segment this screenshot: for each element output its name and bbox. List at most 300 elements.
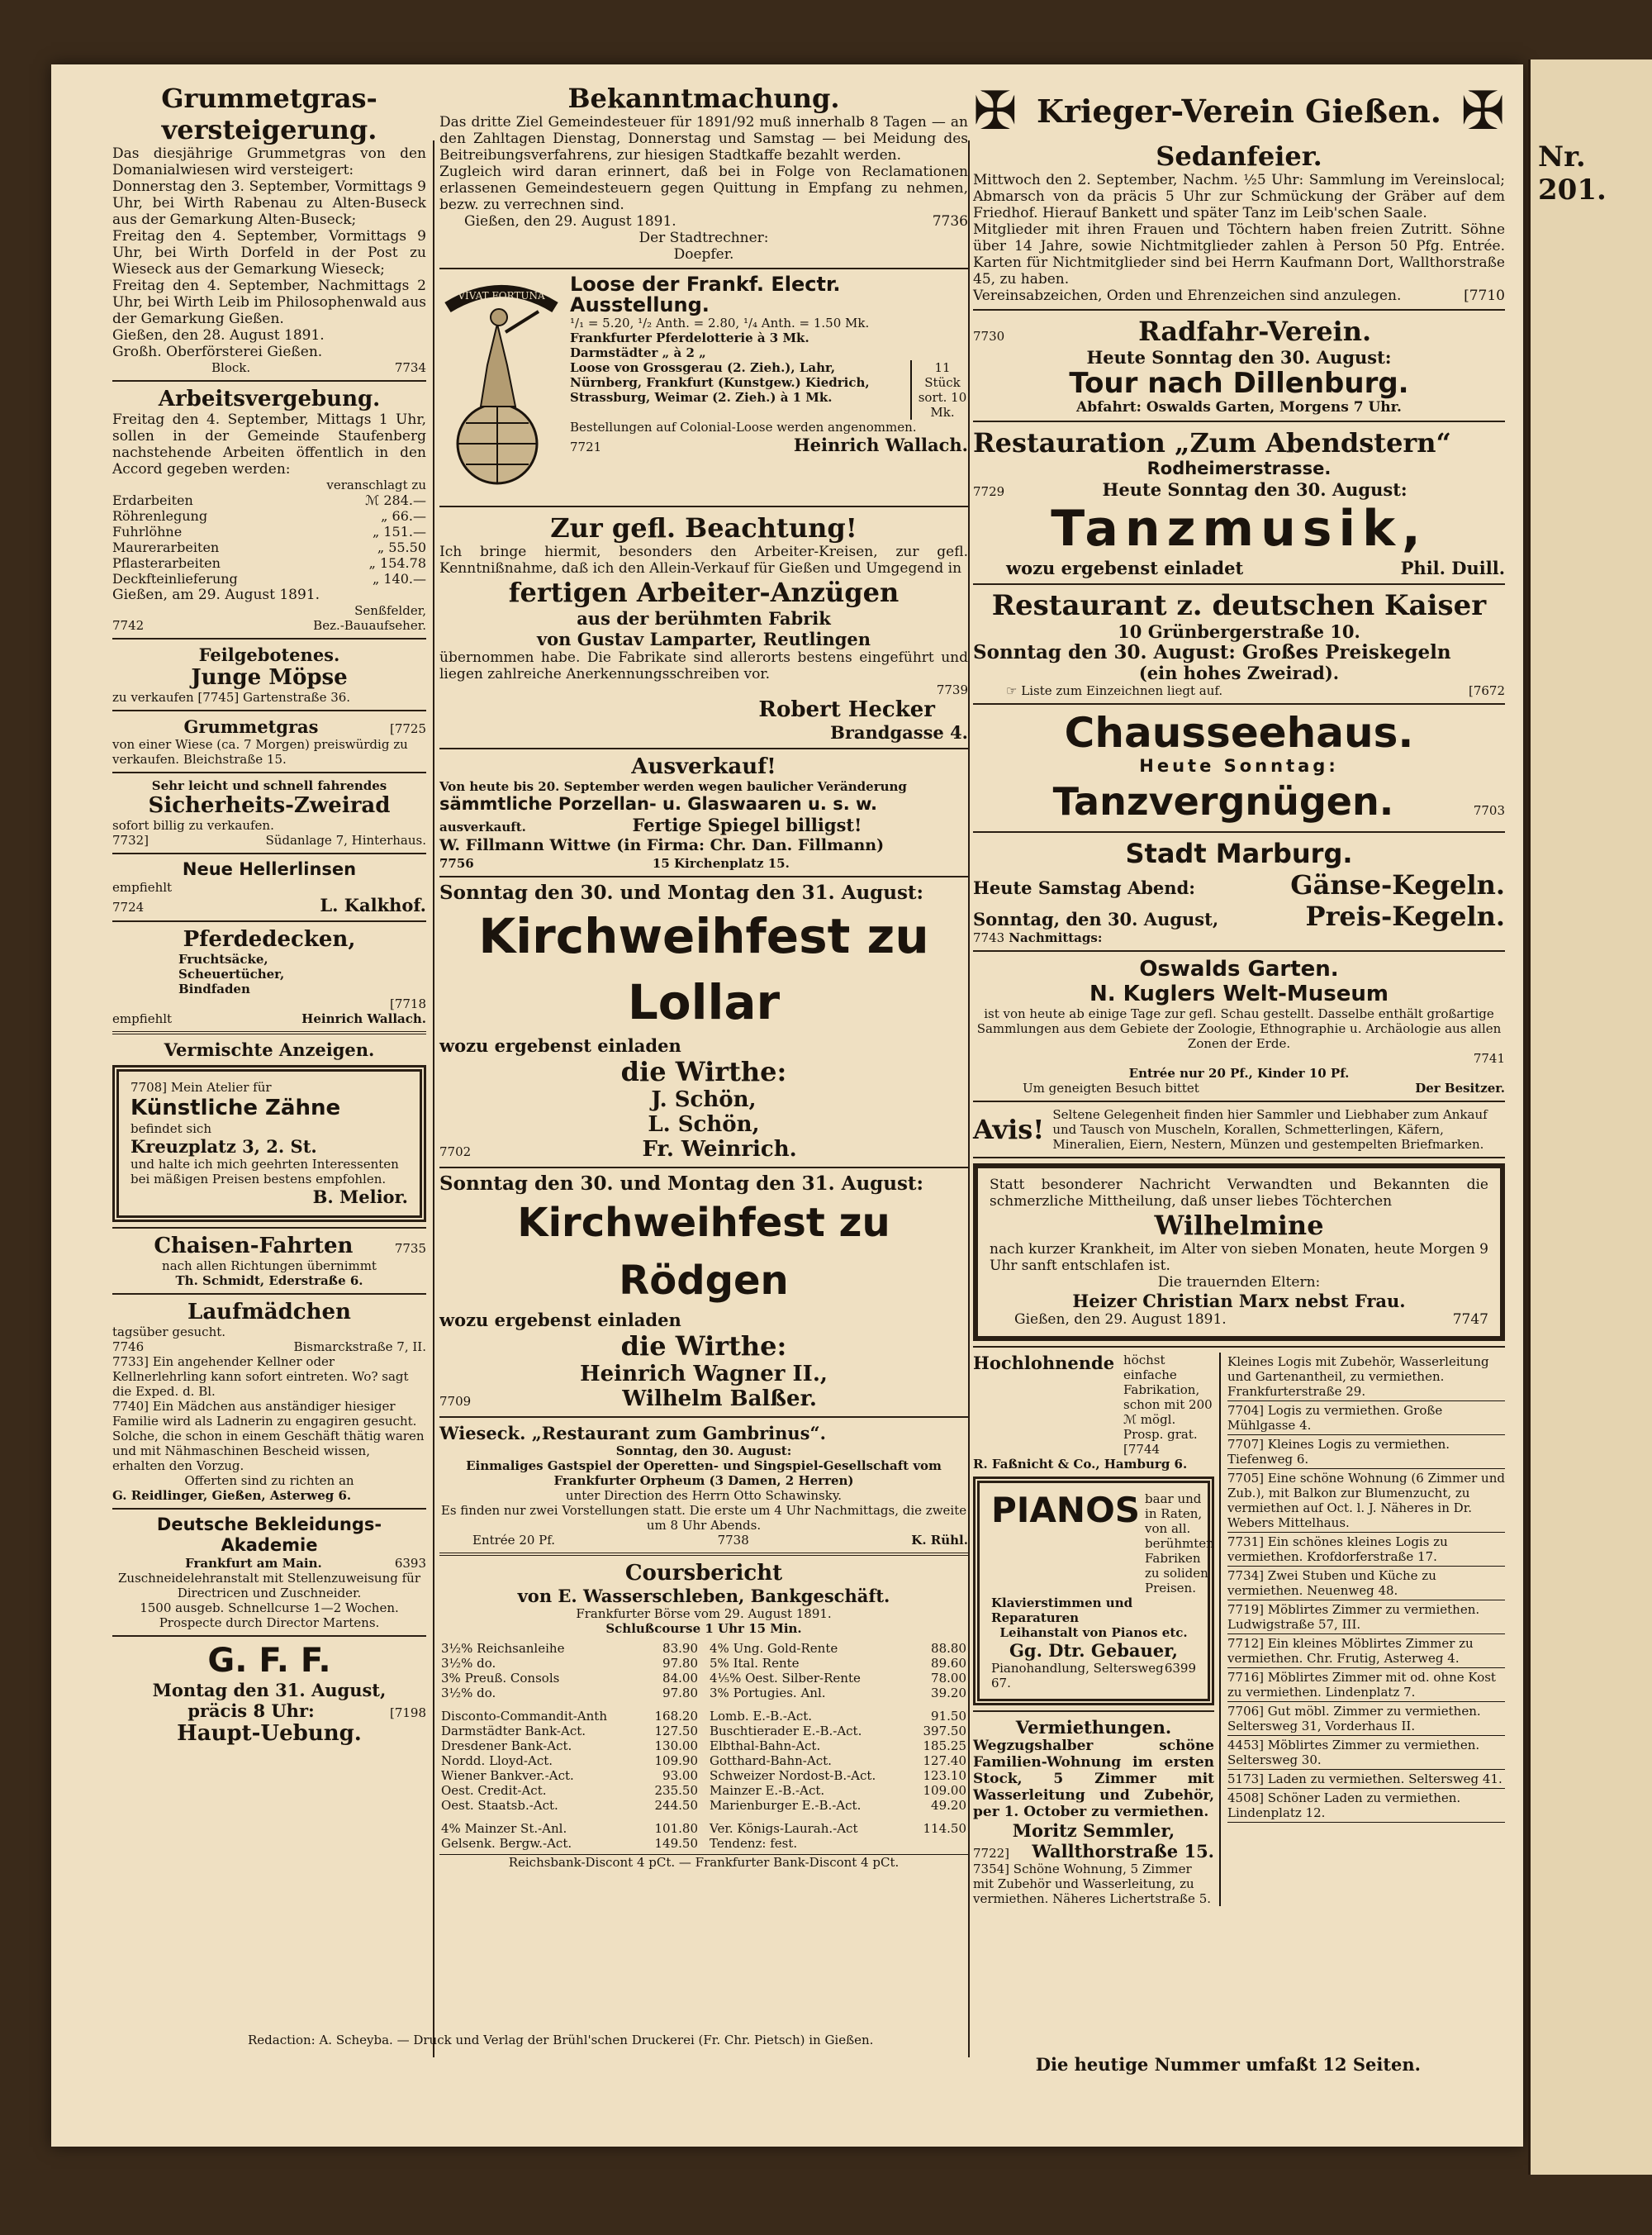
ad-title: Chausseehaus. (1064, 709, 1414, 757)
ad-number: 7756 (439, 856, 474, 871)
notice-text: Die trauernden Eltern: (1157, 1274, 1321, 1291)
ad-role: Bez.-Bauaufseher. (313, 618, 426, 633)
ad-text: aus der berühmten Fabrik (577, 608, 831, 629)
next-page-number: Nr. 201. (1538, 140, 1607, 207)
ad-radfahr (973, 316, 1505, 416)
ad-name: Heinrich Wallach. (301, 1011, 426, 1026)
ad-name: K. Rühl. (911, 1533, 968, 1548)
stock-value: 397.50 (923, 1724, 966, 1738)
ad-text: W. Fillmann Wittwe (in Firma: Chr. Dan. Fillmann) (439, 836, 885, 854)
stock-row (439, 1738, 700, 1753)
ad-text: 7733] Ein angehender Kellner oder Kellnerlehrling kann sofort eintreten. Wo? sagt die Exped. d. Bl. (112, 1354, 409, 1399)
piano-ad (973, 1477, 1214, 1705)
ad-name: Gg. Dtr. Gebauer, (1009, 1640, 1178, 1661)
ad-name: Heinrich Wallach. (793, 435, 968, 455)
rental-listing: 4508] Schöner Laden zu vermiethen. Lindenplatz 12. (1227, 1789, 1505, 1823)
notice-signature: Heizer Christian Marx nebst Frau. (1072, 1291, 1406, 1311)
ad-name: Der Besitzer. (1415, 1081, 1505, 1096)
ad-title: Wieseck. „Restaurant zum Gambrinus“. (439, 1423, 826, 1443)
stock-name: Buschtierader E.-B.-Act. (710, 1724, 862, 1738)
ad-number: [7672 (1468, 683, 1505, 698)
ad-address: Wallthorstraße 15. (1032, 1841, 1214, 1862)
ad-text: Freitag den 4. September, Mittags 1 Uhr, sollen in der Gemeinde Staufenberg nachstehende Arbeiten öffentlich in den Accord gegeben werden: (112, 411, 426, 478)
rental-listing: 7707] Kleines Logis zu vermiethen. Tiefenweg 6. (1227, 1435, 1505, 1469)
ad-name: Doepfer. (673, 246, 734, 263)
ad-subtitle: Rodheimerstrasse. (1146, 459, 1332, 478)
cost-value: „ 140.— (373, 571, 426, 587)
logis-list (1227, 1353, 1505, 1906)
ad-loose (439, 274, 968, 501)
iron-cross-icon: ✠ (973, 81, 1018, 142)
stock-name: Marienburger E.-B.-Act. (710, 1798, 862, 1813)
ad-text: Frankfurt am Main. (185, 1556, 322, 1571)
notice-name: Wilhelmine (1154, 1210, 1324, 1241)
ad-title: Zur gefl. Beachtung! (550, 512, 857, 544)
ad-text: Zuschneidelehranstalt mit Stellenzuweisung für Directricen und Zuschneider. (117, 1571, 420, 1600)
ad-number: [7198 (389, 1705, 426, 1720)
ad-number: 6399 (1164, 1661, 1196, 1676)
ad-chausseehaus (973, 710, 1505, 826)
stock-report (439, 1561, 968, 1870)
ad-text: Mitglieder mit ihren Frauen und Töchtern haben freien Zutritt. Söhne über 14 Jahre, sowie Nichtmitglieder zahlen à Person 50 Pfg. Entrée. Karten für Nichtmitglieder sind bei Herrn Kaufmann Dort, Wallthorstraße 45, zu haben. (973, 221, 1505, 288)
stock-row (439, 1798, 700, 1813)
ad-number: 7734 (394, 360, 426, 375)
stock-name: Oest. Staatsb.-Act. (441, 1798, 558, 1813)
ad-number: 7721 (570, 440, 602, 454)
ad-title: Grummetgras-versteigerung. (161, 83, 377, 145)
ad-text: Abfahrt: Oswalds Garten, Morgens 7 Uhr. (1076, 399, 1402, 416)
ad-text: ist von heute ab einige Tage zur gefl. Schau gestellt. Dasselbe enthält großartige Sammlungen aus dem Gebiete der Zoologie, Ethnographie u. Archäologie aus allen Zonen der Erde. (976, 1006, 1502, 1051)
column-2 (439, 83, 968, 1870)
ad-headline: Tanzvergnügen. (1052, 779, 1394, 824)
ad-number: 7730 (973, 329, 1005, 344)
ad-text: präcis 8 Uhr: (188, 1700, 315, 1721)
stock-value: 83.90 (662, 1641, 698, 1656)
stock-row (439, 1783, 700, 1798)
ad-text: 11 Stück sort. 10 Mk. (910, 360, 968, 420)
ad-text: Entrée 20 Pf. (472, 1533, 556, 1548)
ad-title: Restauration „Zum Abendstern“ (973, 427, 1451, 459)
ad-number: 7703 (1473, 803, 1505, 818)
ad-headline: Tanzmusik, (1051, 500, 1427, 558)
ad-title: G. F. F. (207, 1642, 331, 1680)
ad-number: 7743 (973, 930, 1005, 945)
ad-text: Heute Sonntag den 30. August: (1086, 347, 1392, 368)
stock-name: Tendenz: fest. (710, 1836, 798, 1851)
ad-title: Pferdedecken, (183, 927, 356, 952)
stock-row (439, 1768, 700, 1783)
ad-title: Neue Hellerlinsen (182, 859, 357, 879)
rental-listing: 5173] Laden zu vermiethen. Seltersweg 41. (1227, 1770, 1505, 1789)
ad-text: Sonntag den 30. und Montag den 31. August: (439, 882, 924, 904)
ad-address: Kreuzplatz 3, 2. St. (131, 1136, 317, 1157)
ad-text: übernommen habe. Die Fabrikate sind allerorts bestens eingeführt und liegen zahlreiche Anerkennungsschreiben vor. (439, 649, 968, 682)
ad-text: wozu ergebenst einladet (1006, 558, 1244, 578)
ad-title: Chaisen-Fahrten (154, 1234, 354, 1258)
ad-text: Mittwoch den 2. September, Nachm. ½5 Uhr: Sammlung im Vereinslocal; Abmarsch von da präcis 5 Uhr zur Schmückung der Gräber auf dem Friedhof. Hierauf Bankett und später Tanz im Leib'schen Saale. (973, 172, 1505, 221)
ad-name: Senßfelder, (354, 603, 426, 618)
ad-text: Entrée nur 20 Pf., Kinder 10 Pf. (1128, 1066, 1350, 1081)
ad-avis (973, 1107, 1505, 1152)
notice-text: nach kurzer Krankheit, im Alter von sieben Monaten, heute Morgen 9 Uhr sanft entschlafen ist. (990, 1241, 1488, 1274)
ad-text: veranschlagt zu (326, 478, 426, 492)
ad-text: Das dritte Ziel Gemeindesteuer für 1891/92 muß innerhalb 8 Tagen — an den Zahltagen Dienstag, Donnerstag und Samstag — bei Meidung des Beitreibungsverfahrens, zur hiesigen Stadtkaffe bezahlt werden. (439, 114, 968, 164)
ad-text: sofort billig zu verkaufen. (112, 818, 274, 833)
stock-value: 168.20 (654, 1709, 698, 1724)
ad-name: Th. Schmidt, Ederstraße 6. (175, 1273, 363, 1288)
stock-value: 78.00 (931, 1671, 966, 1686)
ad-title: Laufmädchen (188, 1300, 351, 1324)
ad-number: 7732] (112, 833, 150, 848)
stock-name: 3½% do. (441, 1686, 496, 1700)
ad-name: L. Kalkhof. (320, 895, 426, 915)
column-3 (973, 83, 1505, 1906)
ad-name: Wilhelm Balßer. (622, 1386, 817, 1411)
ad-name: G. Reidlinger, Gießen, Asterweg 6. (112, 1488, 352, 1503)
iron-cross-icon: ✠ (1460, 81, 1505, 142)
ad-text: ¹/₁ = 5.20, ¹/₂ Anth. = 2.80, ¹/₄ Anth. = 1.50 Mk. (570, 316, 870, 330)
report-footer: Reichsbank-Discont 4 pCt. — Frankfurter Bank-Discont 4 pCt. (439, 1854, 968, 1870)
ad-text: unter Direction des Herrn Otto Schawinsky. (565, 1488, 843, 1503)
ad-text: Um geneigten Besuch bittet (1023, 1081, 1199, 1096)
stock-row (439, 1821, 700, 1836)
cost-item (112, 524, 426, 540)
ad-gambrinus (439, 1423, 968, 1548)
stock-row (708, 1768, 968, 1783)
ad-subtitle: N. Kuglers Welt-Museum (1089, 982, 1389, 1006)
cost-label: Deckfteinlieferung (112, 571, 238, 587)
ad-title: Radfahr-Verein. (1138, 316, 1372, 347)
stock-row (708, 1724, 968, 1738)
ad-subtitle: Sedanfeier. (1156, 140, 1322, 172)
stock-name: Lomb. E.-B.-Act. (710, 1709, 813, 1724)
ad-text: Prospecte durch Director Martens. (159, 1615, 380, 1630)
cost-item (112, 555, 426, 571)
ad-text: Klavierstimmen und Reparaturen (991, 1595, 1133, 1625)
ad-lauf (112, 1300, 426, 1503)
stock-row (439, 1753, 700, 1768)
stock-table-right (708, 1641, 968, 1851)
stock-name: Wiener Bankver.-Act. (441, 1768, 574, 1783)
ad-text: Haupt-Uebung. (177, 1721, 362, 1746)
stock-value: 109.90 (654, 1753, 698, 1768)
ad-number: 7702 (439, 1144, 472, 1159)
rental-listing: 7734] Zwei Stuben und Küche zu vermiethen. Neuenweg 48. (1227, 1567, 1505, 1600)
ad-text: Vereinsabzeichen, Orden und Ehrenzeichen sind anzulegen. (973, 288, 1402, 304)
stock-name: Disconto-Commandit-Anth (441, 1709, 607, 1724)
ad-text: höchst einfache Fabrikation, schon mit 200 ℳ mögl. Prosp. grat. [7744 (1123, 1353, 1213, 1457)
ad-krieger (973, 83, 1505, 304)
ad-text: Wegzugshalber schöne Familien-Wohnung im ersten Stock, 5 Zimmer mit Wasserleitung und Zubehör, per 1. October zu vermiethen. (973, 1738, 1214, 1820)
ad-title: Avis! (973, 1114, 1045, 1145)
ad-text: Frankfurter Pferdelotterie à 3 Mk. (570, 330, 809, 345)
fortuna-illustration (439, 274, 563, 501)
stock-value: 97.80 (662, 1686, 698, 1700)
ad-text: Zugleich wird daran erinnert, daß bei in Folge von Reclamationen erlassenen Gemeindesteuern gegen Quittung in Empfang zu nehmen, bezw. zu verrechnen sind. (439, 164, 968, 213)
ad-ausverkauf (439, 754, 968, 871)
rental-listing: 4453] Möblirtes Zimmer zu vermiethen. Seltersweg 30. (1227, 1736, 1505, 1770)
ad-number: 7742 (112, 618, 145, 633)
ad-bekanntmachung (439, 83, 968, 263)
stock-name: Nordd. Lloyd-Act. (441, 1753, 553, 1768)
stock-name: 4% Ung. Gold-Rente (710, 1641, 838, 1656)
ad-title: Loose der Frankf. Electr. Ausstellung. (570, 273, 841, 316)
ad-text: Sehr leicht und schnell fahrendes (151, 778, 387, 793)
rental-listing: 7719] Möblirtes Zimmer zu vermiethen. Ludwigstraße 57, III. (1227, 1600, 1505, 1634)
stock-value: 84.00 (662, 1671, 698, 1686)
ad-number: 7735 (394, 1241, 426, 1256)
ad-number: [7718 (389, 996, 426, 1011)
ad-text: 7354] Schöne Wohnung, 5 Zimmer mit Zubehör und Wasserleitung, zu vermiethen. Näheres Lichertstraße 5. (973, 1862, 1212, 1906)
dentist-ad (112, 1065, 426, 1222)
ad-text: Loose von Grossgerau (2. Zieh.), Lahr, Nürnberg, Frankfurt (Kunstgew.) Kiedrich, Strassburg, Weimar (2. Zieh.) à 1 Mk. (570, 360, 870, 405)
stock-name: 5% Ital. Rente (710, 1656, 800, 1671)
ad-number: 7739 (936, 682, 968, 697)
ad-title: Oswalds Garten. (1139, 957, 1339, 982)
ad-text: Von heute bis 20. September werden wegen baulicher Veränderung (439, 779, 907, 794)
ad-number: 7741 (1473, 1051, 1505, 1066)
stock-value: 114.50 (923, 1821, 966, 1836)
ad-number: [7725 (389, 721, 426, 736)
ad-name: Phil. Duill. (1400, 558, 1505, 578)
cost-value: „ 66.— (381, 508, 426, 524)
cost-item (112, 540, 426, 555)
ad-name: B. Melior. (312, 1186, 408, 1207)
rental-listing: 7706] Gut möbl. Zimmer zu vermiethen. Seltersweg 31, Vorderhaus II. (1227, 1702, 1505, 1736)
ad-text: Sonntag, den 30. August: (615, 1443, 792, 1458)
ad-text: zu verkaufen [7745] Gartenstraße 36. (112, 690, 351, 705)
ad-date: Gießen, den 28. August 1891. (112, 327, 325, 344)
ad-grummet (112, 83, 426, 375)
ad-text: und halte ich mich geehrten Interessenten bei mäßigen Preisen bestens empfohlen. (131, 1157, 399, 1186)
stock-value: 185.25 (923, 1738, 966, 1753)
ad-title: Junge Möpse (191, 665, 348, 690)
ad-title: Sicherheits-Zweirad (148, 793, 391, 818)
stock-name: Mainzer E.-B.-Act. (710, 1783, 825, 1798)
ad-title: Kirchweihfest zu Rödgen (517, 1200, 890, 1304)
ad-address: Brandgasse 4. (830, 722, 968, 743)
column-rule (433, 140, 434, 2057)
stock-row (708, 1738, 968, 1753)
stock-value: 235.50 (654, 1783, 698, 1798)
death-notice (973, 1163, 1505, 1341)
ad-marburg (973, 838, 1505, 945)
section-title: Feilgebotenes. (198, 644, 340, 665)
stock-row (708, 1641, 968, 1656)
stock-name: Ver. Königs-Laurah.-Act (710, 1821, 858, 1836)
ad-text: Darmstädter „ à 2 „ (570, 345, 706, 360)
ad-name: Robert Hecker (758, 697, 935, 722)
ad-title: Künstliche Zähne (131, 1096, 341, 1120)
ad-text: empfiehlt (112, 1011, 173, 1026)
ad-name: Moritz Semmler, (1012, 1820, 1175, 1841)
ad-text: Fruchtsäcke, Scheuertücher, Bindfaden (178, 952, 285, 996)
ad-name: L. Schön, (648, 1112, 760, 1137)
cost-label: Maurerarbeiten (112, 540, 220, 555)
ad-date: Gießen, den 29. August 1891. (464, 213, 676, 230)
ad-name: Heinrich Wagner II., (580, 1362, 828, 1386)
ad-title: Bekanntmachung. (567, 83, 840, 114)
stock-value: 244.50 (654, 1798, 698, 1813)
ad-gff (112, 1642, 426, 1746)
stock-name: 4⅕% Oest. Silber-Rente (710, 1671, 861, 1686)
ad-text: Fertige Spiegel billigst! (632, 815, 862, 835)
ad-lollar (439, 882, 968, 1162)
stock-row (708, 1798, 968, 1813)
stock-name: Elbthal-Bahn-Act. (710, 1738, 821, 1753)
report-title: Coursbericht (624, 1561, 783, 1586)
ad-title: Kirchweihfest zu Lollar (478, 908, 929, 1030)
rental-listing: Kleines Logis mit Zubehör, Wasserleitung und Gartenantheil, zu vermiethen. Frankfurterstraße 29. (1227, 1353, 1505, 1401)
ad-title: Restaurant z. deutschen Kaiser (991, 589, 1487, 622)
ad-name: Block. (211, 360, 251, 375)
cost-label: Erdarbeiten (112, 492, 193, 508)
cost-label: Röhrenlegung (112, 508, 208, 524)
cost-list (112, 492, 426, 587)
ad-text: Es finden nur zwei Vorstellungen statt. Die erste um 4 Uhr Nachmittags, die zweite um 8 Uhr Abends. (440, 1503, 967, 1533)
ad-text: Offerten sind zu richten an (184, 1473, 354, 1488)
ad-text: Leihanstalt von Pianos etc. (999, 1625, 1188, 1640)
pointing-hand-icon: ☞ (1006, 683, 1018, 698)
ad-title: Grummetgras (183, 716, 319, 737)
stock-row (708, 1821, 968, 1836)
cost-value: „ 154.78 (368, 555, 426, 571)
stock-row (708, 1783, 968, 1798)
cost-item (112, 492, 426, 508)
ad-text: die Wirthe: (620, 1330, 787, 1362)
cost-value: ℳ 284.— (365, 492, 426, 508)
ad-roedgen (439, 1173, 968, 1411)
ad-kaiser (973, 590, 1505, 698)
ad-number: 7709 (439, 1394, 472, 1409)
ad-text: Sonntag den 30. August: Großes Preiskegeln (973, 641, 1451, 663)
ad-abendstern (973, 427, 1505, 578)
adjacent-page-spine (1528, 59, 1652, 2175)
ad-name: J. Schön, (651, 1087, 757, 1112)
ad-name: R. Faßnicht & Co., Hamburg 6. (973, 1457, 1188, 1472)
stock-value: 39.20 (931, 1686, 966, 1700)
ad-text: Heute Sonntag den 30. August: (1102, 479, 1408, 500)
stock-row (439, 1686, 700, 1700)
ad-text: ausverkauft. (439, 820, 526, 835)
ad-number: 7746 (112, 1339, 145, 1354)
imprint: Redaction: A. Scheyba. — Druck und Verlag der Brühl'schen Druckerei (Fr. Chr. Pietsch) in Gießen. (248, 2033, 874, 2047)
ad-text: wozu ergebenst einladen (439, 1035, 681, 1056)
ad-text: Bestellungen auf Colonial-Loose werden angenommen. (570, 420, 917, 435)
ad-text: von Gustav Lamparter, Reutlingen (536, 629, 871, 649)
stock-row (708, 1671, 968, 1686)
ad-text: Das diesjährige Grummetgras von den Domanialwiesen wird versteigert: (112, 145, 426, 178)
stock-value: 49.20 (931, 1798, 966, 1813)
stock-value: 101.80 (654, 1821, 698, 1836)
stock-name: 3% Portugies. Anl. (710, 1686, 826, 1700)
ad-text: baar und in Raten, von all. berühmten Fabriken zu soliden Preisen. (1145, 1491, 1214, 1595)
bottom-left (973, 1353, 1221, 1906)
stock-name: 4% Mainzer St.-Anl. (441, 1821, 567, 1836)
cost-label: Pflasterarbeiten (112, 555, 221, 571)
ad-headline: Preis-Kegeln. (1305, 901, 1505, 932)
ad-sign: Großh. Oberförsterei Gießen. (112, 344, 323, 360)
ad-text: Freitag den 4. September, Nachmittags 2 Uhr, bei Wirth Leib im Philosophenwald aus der Gemarkung Gießen. (112, 278, 426, 327)
ad-text: Mein Atelier für (170, 1080, 272, 1095)
stock-value: 127.50 (654, 1724, 698, 1738)
report-subtitle: von E. Wasserschleben, Bankgeschäft. (517, 1586, 890, 1606)
ad-text: befindet sich (131, 1121, 211, 1136)
cost-label: Fuhrlöhne (112, 524, 183, 540)
ad-text: die Wirthe: (620, 1056, 787, 1087)
stock-table-left (439, 1641, 700, 1851)
rental-listing: 7716] Möblirtes Zimmer mit od. ohne Kost zu vermiethen. Lindenplatz 7. (1227, 1668, 1505, 1702)
ad-akademie (112, 1515, 426, 1630)
ad-number: [7710 (1464, 288, 1505, 304)
ad-text: Heute Samstag Abend: (973, 877, 1196, 898)
section-verm (112, 1039, 426, 1222)
stock-value: 127.40 (923, 1753, 966, 1768)
stock-value: 149.50 (654, 1836, 698, 1851)
stock-value: 89.60 (931, 1656, 966, 1671)
stock-value: 93.00 (662, 1768, 698, 1783)
ad-text: tagsüber gesucht. (112, 1324, 226, 1339)
stock-row (439, 1709, 700, 1724)
bottom-split (973, 1353, 1505, 1906)
ad-address: 15 Kirchenplatz 15. (652, 856, 790, 871)
column-rule (968, 140, 970, 2057)
ad-oswald (973, 957, 1505, 1096)
section-feil (112, 644, 426, 1026)
ad-title: Arbeitsvergebung. (158, 387, 381, 411)
ad-number: 7708] (131, 1080, 168, 1095)
ad-text: Sonntag den 30. und Montag den 31. August: (439, 1172, 924, 1195)
ad-title: Hochlohnende (973, 1353, 1115, 1373)
section-title: Vermiethungen. (1015, 1717, 1172, 1738)
ad-text: Liste zum Einzeichnen liegt auf. (1021, 683, 1223, 698)
ad-text: Montag den 31. August, (152, 1680, 387, 1700)
ad-headline: fertigen Arbeiter-Anzügen (508, 577, 900, 608)
ad-number: 7736 (932, 213, 968, 230)
ad-text: Nachmittags: (1009, 930, 1103, 945)
footer (248, 2033, 1487, 2075)
stock-name: 3½% Reichsanleihe (441, 1641, 565, 1656)
stock-value: 88.80 (931, 1641, 966, 1656)
ad-address: 10 Grünbergerstraße 10. (1118, 621, 1360, 642)
report-date: Frankfurter Börse vom 29. August 1891. (576, 1606, 832, 1621)
ad-beachtung (439, 512, 968, 743)
fortuna-banner: VIVAT FORTUNA (458, 290, 545, 302)
stock-name: Dresdener Bank-Act. (441, 1738, 572, 1753)
rental-listing: 7704] Logis zu vermiethen. Große Mühlgasse 4. (1227, 1401, 1505, 1435)
ad-text: wozu ergebenst einladen (439, 1310, 681, 1330)
rental-listing: 7712] Ein kleines Möblirtes Zimmer zu vermiethen. Chr. Frutig, Asterweg 4. (1227, 1634, 1505, 1668)
ad-text: Seltene Gelegenheit finden hier Sammler und Liebhaber zum Ankauf und Tausch von Muscheln, Korallen, Schmetterlingen, Käfern, Mineralien, Eiern, Nestern, Münzen und gestempelten Briefmarken. (1052, 1107, 1488, 1152)
ad-number: 6393 (394, 1556, 426, 1571)
stock-name: Gelsenk. Bergw.-Act. (441, 1836, 572, 1851)
stock-name: 3½% do. (441, 1656, 496, 1671)
cost-value: „ 55.50 (377, 540, 426, 555)
ad-address: Südanlage 7, Hinterhaus. (265, 833, 426, 848)
ad-text: 7740] Ein Mädchen aus anständiger hiesiger Familie wird als Ladnerin zu engagiren gesucht. Solche, die schon in einem Geschäft thätig waren und mit Nähmaschinen Bescheid wissen, erhalten den Vorzug. (112, 1399, 425, 1473)
ad-number: 7724 (112, 900, 145, 915)
stock-row (439, 1656, 700, 1671)
ad-text: von einer Wiese (ca. 7 Morgen) preiswürdig zu verkaufen. Bleichstraße 15. (112, 737, 408, 767)
report-time: Schlußcourse 1 Uhr 15 Min. (605, 1621, 802, 1636)
ad-text: nach allen Richtungen übernimmt (162, 1258, 377, 1273)
stock-row (439, 1836, 700, 1851)
rental-listing: 7731] Ein schönes kleines Logis zu vermiethen. Krofdorferstraße 17. (1227, 1533, 1505, 1567)
stock-row (439, 1671, 700, 1686)
stock-value: 91.50 (931, 1709, 966, 1724)
stock-value: 109.00 (923, 1783, 966, 1798)
stock-row (708, 1836, 968, 1851)
